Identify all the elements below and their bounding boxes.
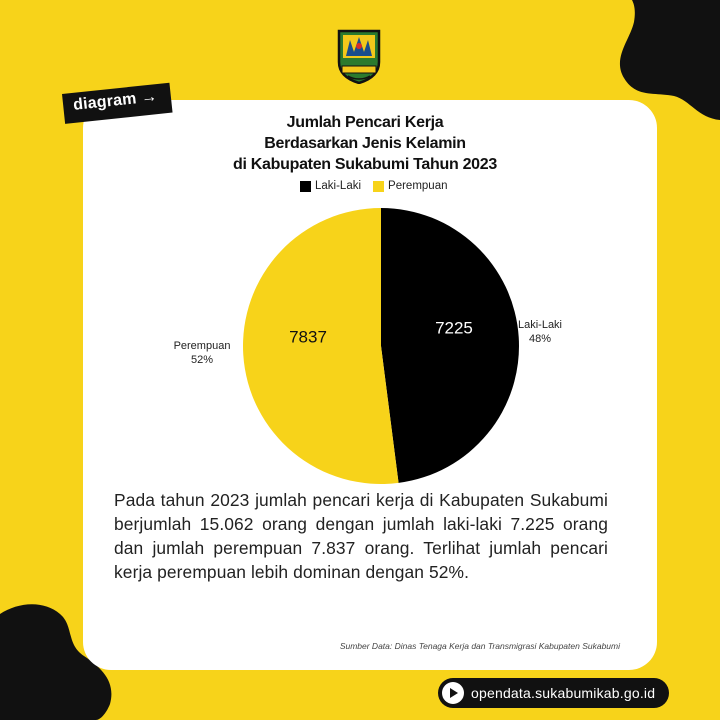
pie-slice-laki-laki (381, 208, 519, 483)
outside-label-name: Perempuan (173, 340, 231, 352)
chart-title-line-2: Berdasarkan Jenis Kelamin (264, 135, 466, 152)
legend-item-perempuan (373, 180, 447, 192)
outside-label-perempuan (168, 339, 236, 367)
pie-value-label-laki-laki: 7225 (435, 318, 473, 338)
diagram-tag: diagram → (62, 83, 173, 124)
description-paragraph: Pada tahun 2023 jumlah pencari kerja di Kabupaten Sukabumi berjumlah 15.062 orang dengan jumlah laki-laki 7.225 orang dan jumlah perempuan 7.837 orang. Terlihat jumlah pencari kerja perempuan lebih dominan dengan 52%. (114, 490, 608, 582)
chart-title-line-3: di Kabupaten Sukabumi Tahun 2023 (233, 156, 497, 173)
outside-label-percent: 48% (528, 333, 552, 345)
chart-title (200, 112, 530, 175)
legend-swatch-perempuan (373, 181, 384, 192)
legend-label-perempuan: Perempuan (388, 180, 448, 192)
pie-value-label-perempuan: 7837 (289, 327, 327, 347)
legend-swatch-laki-laki (300, 181, 311, 192)
chart-title-line-1: Jumlah Pencari Kerja (286, 114, 444, 131)
sukabumi-emblem-icon (336, 28, 382, 84)
source-note: Sumber Data: Dinas Tenaga Kerja dan Transmigrasi Kabupaten Sukabumi (339, 641, 620, 651)
legend-item-laki-laki (300, 180, 361, 192)
outside-label-laki-laki (512, 318, 568, 346)
pie-chart (241, 206, 521, 486)
play-circle-icon (442, 682, 464, 704)
opendata-url-text: opendata.sukabumikab.go.id (471, 685, 656, 701)
chart-legend (300, 180, 460, 192)
opendata-url-link[interactable] (438, 678, 669, 708)
outside-label-name: Laki-Laki (517, 319, 563, 331)
outside-label-percent: 52% (190, 354, 214, 366)
legend-label-laki-laki: Laki-Laki (315, 180, 362, 192)
